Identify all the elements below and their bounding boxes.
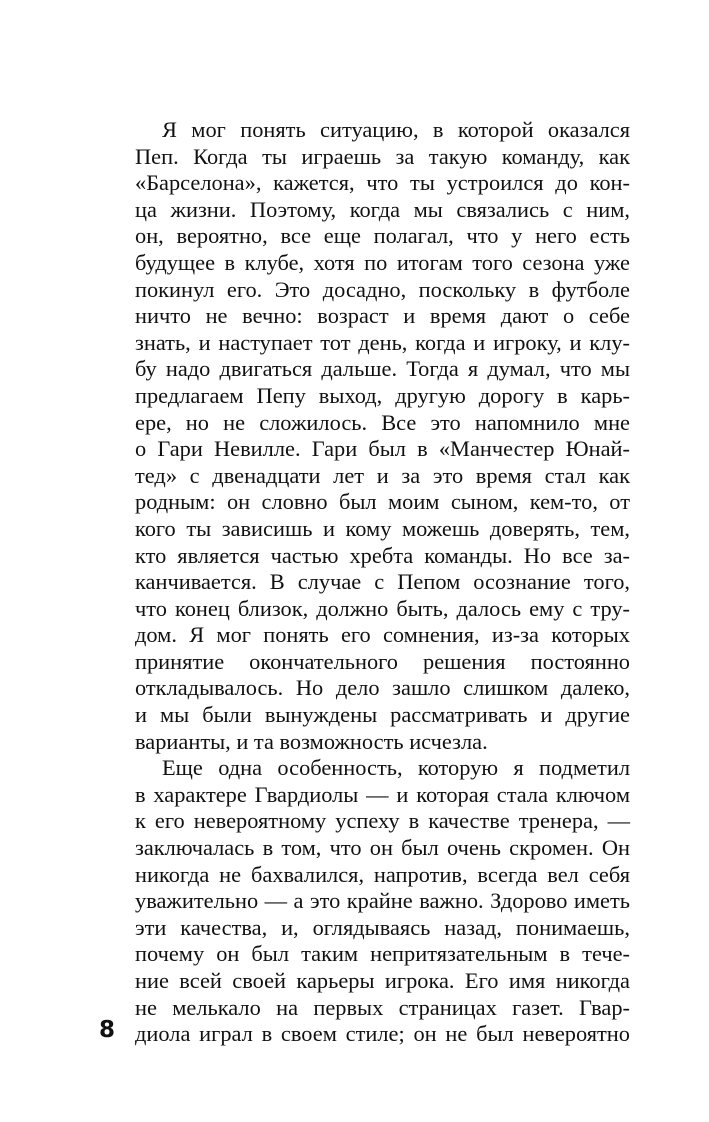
text-line: знать, и наступает тот день, когда и игроку, и клу- [135, 329, 630, 355]
text-line: ничто не вечно: возраст и время дают о себе [135, 303, 630, 329]
text-line: что конец близок, должно быть, далось ему с тру- [135, 595, 630, 621]
text-line: Еще одна особенность, которую я подметил [162, 755, 630, 781]
text-line: откладывалось. Но дело зашло слишком далеко, [135, 675, 630, 701]
text-line: кого ты зависишь и кому можешь доверять, тем, [135, 515, 630, 541]
text-line: не мелькало на первых страницах газет. Гвар- [135, 994, 630, 1020]
text-line: «Барселона», кажется, что ты устроился до кон- [135, 170, 630, 196]
text-line: дом. Я мог понять его сомнения, из-за которых [135, 622, 630, 648]
text-line: ере, но не сложилось. Все это напомнило мне [135, 409, 630, 435]
text-line: диола играл в своем стиле; он не был невероятно [135, 1021, 630, 1047]
text-line: почему он был таким непритязательным в тече- [135, 941, 630, 967]
text-line: никогда не бахвалился, напротив, всегда вел себя [135, 861, 630, 887]
text-line: Я мог понять ситуацию, в которой оказался [162, 117, 630, 142]
text-line: ние всей своей карьеры игрока. Его имя никогда [135, 968, 630, 993]
text-line: кто является частью хребта команды. Но все за- [135, 542, 630, 568]
text-line: о Гари Невилле. Гари был в «Манчестер Юнай- [135, 436, 630, 462]
text-line: родным: он словно был моим сыном, кем-то, от [135, 489, 630, 515]
page-number: 8 [99, 1017, 116, 1043]
text-line: принятие окончательного решения постоянно [135, 648, 630, 674]
text-line: ца жизни. Поэтому, когда мы связались с ним, [135, 196, 630, 222]
text-line: бу надо двигаться дальше. Тогда я думал, что мы [135, 356, 630, 382]
paragraph-1 [135, 117, 630, 755]
text-line: он, вероятно, все еще полагал, что у него есть [135, 223, 630, 249]
text-line: варианты, и та возможность исчезла. [135, 728, 488, 754]
text-line: тед» с двенадцати лет и за это время стал как [135, 462, 630, 488]
text-line: в характере Гвардиолы — и которая стала ключом [135, 781, 630, 807]
text-line: и мы были вынуждены рассматривать и другие [135, 702, 630, 728]
text-line: канчивается. В случае с Пепом осознание того, [135, 569, 630, 595]
text-line: Пеп. Когда ты играешь за такую команду, как [135, 143, 630, 169]
text-line: будущее в клубе, хотя по итогам того сезона уже [135, 249, 630, 275]
text-line: заключалась в том, что он был очень скромен. Он [135, 835, 630, 861]
text-line: покинул его. Это досадно, поскольку в футболе [135, 276, 630, 302]
text-line: к его невероятному успеху в качестве тренера, — [135, 808, 630, 834]
text-line: уважительно — а это крайне важно. Здорово иметь [135, 888, 630, 914]
paragraph-2 [135, 755, 630, 1048]
text-line: предлагаем Пепу выход, другую дорогу в карь- [135, 382, 630, 408]
text-line: эти качества, и, оглядываясь назад, понимаешь, [135, 914, 630, 940]
body-text [135, 117, 630, 1048]
